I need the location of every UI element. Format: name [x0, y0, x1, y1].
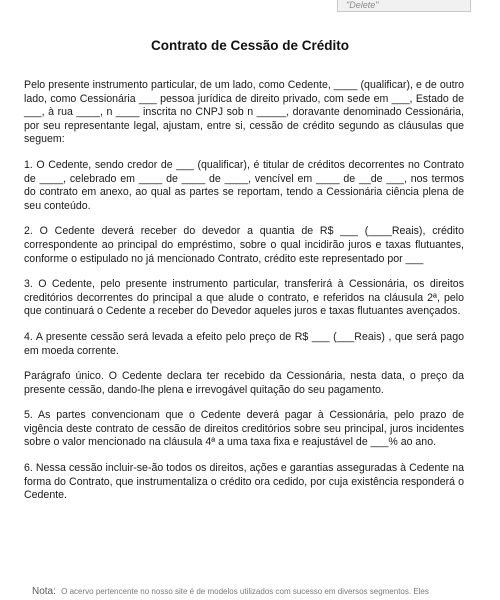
paragraph-clause-1: 1. O Cedente, sendo credor de ___ (qualificar), é titular de créditos decorrentes no Contrato de ____, celebrado em ____ de ____ de ____, vencível em ____ de __de ___, nos termos do contrato em anexo, ao qual as partes se reportam, tendo a Cessionária ciência plena de seu conteúdo.	[24, 158, 464, 212]
paragraph-intro: Pelo presente instrumento particular, de um lado, como Cedente, ____ (qualificar), e de outro lado, como Cessionária ___ pessoa jurídica de direito privado, com sede em ___, Estado de ___, à rua ____, n ____ inscrita no CNPJ sob n _____, doravante denominado Cessionária, por seu representante legal, ajustam, entre si, cessão de crédito segundo as cláusulas que seguem:	[24, 79, 464, 146]
paragraph-clause-2: 2. O Cedente deverá receber do devedor a quantia de R$ ___ (____Reais), crédito correspondente ao principal do empréstimo, sobre o qual incidirão juros e taxas flutuantes, conforme o estipulado no já mencionado Contrato, crédito este representado por ___	[24, 225, 464, 265]
paragraph-clause-5: 5. As partes convencionam que o Cedente deverá pagar à Cessionária, pelo prazo de vigência deste contrato de cessão de direitos creditórios sobre seu principal, juros incidentes sobre o valor mencionado na cláusula 4ª a uma taxa fixa e reajustável de ___% ao ano.	[24, 409, 464, 449]
document-title: Contrato de Cessão de Crédito	[150, 38, 350, 53]
delete-button[interactable]: "Delete"	[337, 0, 471, 12]
footer-note-label: Nota:	[32, 586, 56, 597]
footer-note-text: O acervo pertencente no nosso site é de modelos utilizados com sucesso em diversos segmentos. Eles	[61, 587, 429, 596]
document-body	[24, 79, 464, 515]
footer-note	[32, 586, 500, 598]
paragraph-clause-6: 6. Nessa cessão incluir-se-ão todos os direitos, ações e garantias asseguradas à Cedente na forma do Contrato, que instrumentaliza o crédito ora cedido, por cuja existência responderá o Cedente.	[24, 462, 464, 502]
paragraph-clause-3: 3. O Cedente, pelo presente instrumento particular, transferirá à Cessionária, os direitos creditórios decorrentes do principal a que alude o contrato, e referidos na cláusula 2ª, pelo que continuará o Cedente a receber do Devedor aqueles juros e taxas flutuantes avençados.	[24, 278, 464, 318]
paragraph-clause-4: 4. A presente cessão será levada a efeito pelo preço de R$ ___ (___Reais) , que será pago em moeda corrente.	[24, 330, 464, 357]
paragraph-sole-paragraph: Parágrafo único. O Cedente declara ter recebido da Cessionária, nesta data, o preço da presente cessão, dando-lhe plena e irrevogável quitação do seu pagamento.	[24, 370, 464, 396]
